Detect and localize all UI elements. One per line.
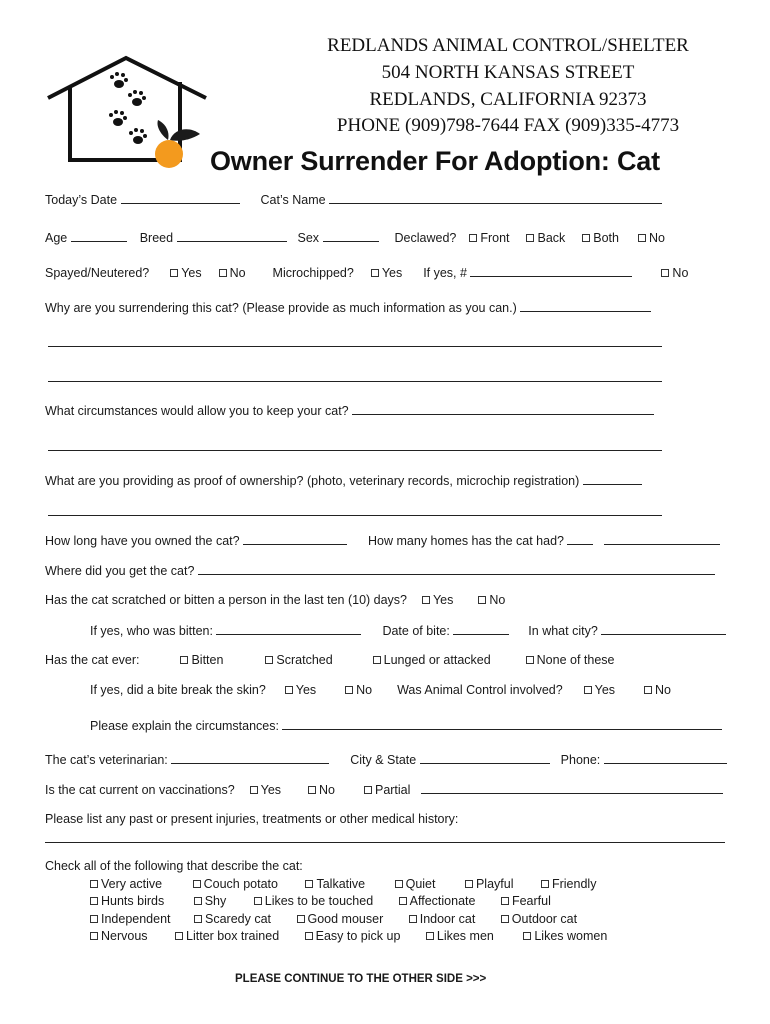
where-get-label: Where did you get the cat? [45,564,195,578]
date-of-bite-label: Date of bite: [382,624,450,638]
trait-label: Nervous [101,929,148,943]
vacc-yes-checkbox[interactable] [250,786,258,794]
circumstances-label: What circumstances would allow you to keep your cat? [45,404,349,418]
continue-notice: PLEASE CONTINUE TO THE OTHER SIDE >>> [235,973,487,985]
agency-street: 504 NORTH KANSAS STREET [381,62,635,83]
no-label: No [655,683,672,697]
declawed-label: Declawed? [394,231,457,245]
partial-label: Partial [374,783,411,797]
shelter-logo [42,54,212,174]
trait-checkbox[interactable] [305,932,313,940]
circumstances-field[interactable] [352,403,654,415]
trait-checkbox[interactable] [501,915,509,923]
row-has-cat-ever [45,653,615,667]
explain-field[interactable] [282,718,722,730]
row-vaccinations [45,782,723,797]
check-all-label: Check all of the following that describe the cat: [45,859,303,873]
ever-scratched-checkbox[interactable] [265,656,273,664]
row-circumstances [45,403,654,418]
trait-checkbox[interactable] [426,932,434,940]
none-of-these-label: None of these [536,653,615,667]
how-many-homes-extra-field[interactable] [604,533,720,545]
scratched-label: Scratched [276,653,333,667]
trait-label: Likes to be touched [264,894,374,908]
trait-label: Good mouser [307,912,384,926]
paw-icon [129,128,147,144]
skin-yes-checkbox[interactable] [285,686,293,694]
row-date-name [45,192,662,207]
chip-number-label: If yes, # [423,266,467,280]
yes-label: Yes [181,266,202,280]
trait-label: Hunts birds [101,894,165,908]
trait-checkbox[interactable] [541,880,549,888]
row-scratched-bitten [45,593,505,607]
circumstances-line[interactable] [48,450,662,451]
paw-icon [110,72,128,88]
no-label: No [356,683,373,697]
bitten-yes-checkbox[interactable] [422,596,430,604]
where-get-field[interactable] [198,563,715,575]
how-long-field[interactable] [243,533,347,545]
how-many-homes-label: How many homes has the cat had? [368,534,564,548]
trait-label: Likes men [436,929,494,943]
orange-icon [155,120,200,168]
agency-phone-fax: PHONE (909)798-7644 FAX (909)335-4773 [336,115,680,136]
breed-label: Breed [139,231,174,245]
chip-number-field[interactable] [470,265,632,277]
trait-checkbox[interactable] [194,897,202,905]
declawed-back-checkbox[interactable] [526,234,534,242]
explain-label: Please explain the circumstances: [90,719,279,733]
spayed-no-checkbox[interactable] [219,269,227,277]
proof-field[interactable] [583,473,642,485]
no-label: No [489,593,506,607]
animal-control-label: Was Animal Control involved? [397,683,563,697]
paw-icon [128,90,146,106]
row-injuries [45,812,458,826]
declawed-front-checkbox[interactable] [469,234,477,242]
trait-label: Scaredy cat [205,912,272,926]
trait-checkbox[interactable] [297,915,305,923]
microchipped-label: Microchipped? [272,266,354,280]
what-city-field[interactable] [601,623,726,635]
todays-date-field[interactable] [121,192,240,204]
skin-no-checkbox[interactable] [345,686,353,694]
no-label: No [229,266,246,280]
row-break-skin [90,683,671,697]
no-label: No [319,783,336,797]
trait-label: Independent [101,912,171,926]
declawed-both-checkbox[interactable] [582,234,590,242]
veterinarian-label: The cat’s veterinarian: [45,753,168,767]
phone-label: Phone: [560,753,601,767]
trait-label: Very active [101,877,163,891]
no-label: No [648,231,665,245]
trait-label: Indoor cat [419,912,476,926]
why-surrender-line[interactable] [48,381,662,382]
how-long-label: How long have you owned the cat? [45,534,240,548]
veterinarian-field[interactable] [171,752,329,764]
city-state-field[interactable] [420,752,550,764]
who-bitten-label: If yes, who was bitten: [90,624,213,638]
row-proof [45,473,642,488]
chip-yes-checkbox[interactable] [371,269,379,277]
partial-field[interactable] [421,782,723,794]
trait-checkbox[interactable] [254,897,262,905]
row-age-breed [45,230,665,245]
back-label: Back [537,231,566,245]
trait-checkbox[interactable] [305,880,313,888]
trait-label: Affectionate [409,894,476,908]
agency-city: REDLANDS, CALIFORNIA 92373 [369,89,647,110]
phone-field[interactable] [604,752,727,764]
ac-no-checkbox[interactable] [644,686,652,694]
trait-checkbox[interactable] [193,880,201,888]
trait-checkbox[interactable] [194,915,202,923]
how-many-homes-field[interactable] [567,533,593,545]
spayed-label: Spayed/Neutered? [45,266,150,280]
spayed-yes-checkbox[interactable] [170,269,178,277]
age-label: Age [45,231,68,245]
sex-field[interactable] [323,230,379,242]
yes-label: Yes [594,683,616,697]
trait-label: Shy [204,894,227,908]
declawed-no-checkbox[interactable] [638,234,646,242]
cats-name-label: Cat’s Name [260,193,326,207]
trait-label: Outdoor cat [511,912,578,926]
trait-checkbox[interactable] [501,897,509,905]
trait-checkbox[interactable] [90,880,98,888]
chip-no-checkbox[interactable] [661,269,669,277]
trait-checkbox[interactable] [175,932,183,940]
yes-label: Yes [260,783,282,797]
row-where-get [45,563,715,578]
break-skin-label: If yes, did a bite break the skin? [90,683,266,697]
who-bitten-field[interactable] [216,623,361,635]
trait-label: Easy to pick up [315,929,401,943]
vaccinations-label: Is the cat current on vaccinations? [45,783,235,797]
paw-icon [109,110,127,126]
no-label: No [672,266,689,280]
trait-label: Likes women [534,929,608,943]
row-explain [90,718,722,733]
row-spayed-chip [45,265,688,280]
scratched-bitten-label: Has the cat scratched or bitten a person in the last ten (10) days? [45,593,408,607]
form-title: Owner Surrender For Adoption: Cat [210,146,660,176]
injuries-label: Please list any past or present injuries, treatments or other medical history: [45,812,459,826]
lunged-label: Lunged or attacked [383,653,491,667]
ever-lunged-checkbox[interactable] [373,656,381,664]
ever-none-checkbox[interactable] [526,656,534,664]
age-field[interactable] [71,230,127,242]
trait-checkbox[interactable] [395,880,403,888]
trait-label: Friendly [551,877,597,891]
trait-label: Fearful [511,894,551,908]
trait-checkbox[interactable] [90,897,98,905]
row-veterinarian [45,752,727,767]
trait-label: Litter box trained [186,929,280,943]
trait-checkbox[interactable] [409,915,417,923]
yes-label: Yes [432,593,454,607]
trait-checkbox[interactable] [523,932,531,940]
injuries-line[interactable] [45,842,725,843]
cats-name-field[interactable] [329,192,662,204]
why-surrender-label: Why are you surrendering this cat? (Please provide as much information as you can.) [45,301,517,315]
ac-yes-checkbox[interactable] [584,686,592,694]
traits-row-1 [90,877,596,891]
yes-label: Yes [381,266,403,280]
city-state-label: City & State [350,753,417,767]
trait-label: Quiet [405,877,436,891]
agency-name: REDLANDS ANIMAL CONTROL/SHELTER [327,35,689,56]
vacc-partial-checkbox[interactable] [364,786,372,794]
what-city-label: In what city? [528,624,598,638]
why-surrender-line[interactable] [48,346,662,347]
proof-line[interactable] [48,515,662,516]
trait-checkbox[interactable] [399,897,407,905]
traits-row-3 [90,912,577,926]
ever-bitten-checkbox[interactable] [180,656,188,664]
trait-label: Playful [475,877,514,891]
row-who-bitten [90,623,726,638]
proof-label: What are you providing as proof of ownership? (photo, veterinary records, microchip registration) [45,474,580,488]
yes-label: Yes [295,683,317,697]
row-why-surrender [45,300,651,315]
trait-label: Talkative [316,877,366,891]
trait-checkbox[interactable] [465,880,473,888]
traits-row-4 [90,929,607,943]
why-surrender-field[interactable] [520,300,651,312]
front-label: Front [480,231,510,245]
breed-field[interactable] [177,230,287,242]
bitten-no-checkbox[interactable] [478,596,486,604]
vacc-no-checkbox[interactable] [308,786,316,794]
trait-label: Couch potato [203,877,278,891]
todays-date-label: Today’s Date [45,193,118,207]
trait-checkbox[interactable] [90,915,98,923]
row-how-long [45,533,720,548]
date-of-bite-field[interactable] [453,623,509,635]
traits-row-2 [90,894,551,908]
sex-label: Sex [297,231,320,245]
trait-checkbox[interactable] [90,932,98,940]
has-cat-ever-label: Has the cat ever: [45,653,140,667]
both-label: Both [593,231,619,245]
bitten-label: Bitten [191,653,224,667]
